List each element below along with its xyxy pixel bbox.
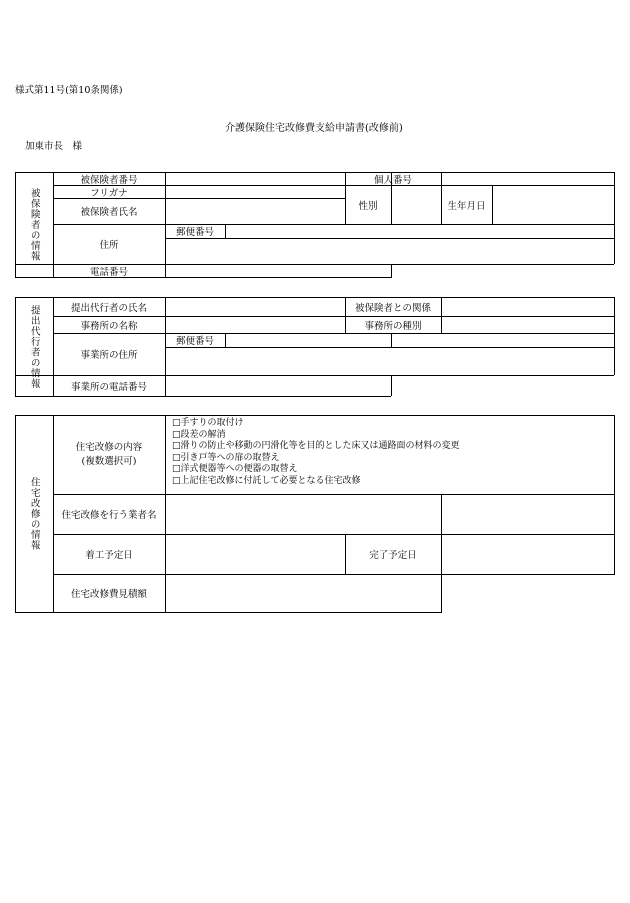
individual-number-label: 個人番号 bbox=[373, 174, 412, 186]
office-address-label: 事業所の住所 bbox=[80, 350, 138, 361]
office-name-label: 事務所の名称 bbox=[80, 320, 138, 332]
section-heading-insured: 被保険者の情報 bbox=[28, 187, 40, 262]
form-title: 介護保険住宅改修費支給申請書(改修前) bbox=[225, 123, 403, 134]
option-step-removal[interactable]: □段差の解消 bbox=[172, 429, 226, 440]
renovation-content-title: 住宅改修の内容 bbox=[75, 441, 143, 453]
end-date-label: 完了予定日 bbox=[369, 550, 417, 561]
start-date-label: 着工予定日 bbox=[85, 550, 133, 561]
contractor-label: 住宅改修を行う業者名 bbox=[61, 510, 157, 521]
option-floor-material[interactable]: □滑りの防止や移動の円滑化等を目的とした床又は通路面の材料の変更 bbox=[172, 441, 460, 452]
option-western-toilet[interactable]: □洋式便器等への便器の取替え bbox=[172, 464, 298, 475]
office-phone-label: 事業所の電話番号 bbox=[70, 381, 147, 393]
addressee: 加東市長 様 bbox=[25, 141, 83, 152]
birthdate-label: 生年月日 bbox=[447, 200, 486, 212]
renovation-content-label bbox=[53, 415, 165, 494]
renovation-options bbox=[172, 418, 460, 488]
sex-label: 性別 bbox=[358, 200, 378, 212]
furigana-label: フリガナ bbox=[90, 187, 128, 199]
relation-label: 被保険者との関係 bbox=[354, 302, 431, 314]
estimate-label: 住宅改修費見積額 bbox=[70, 589, 147, 600]
option-sliding-door[interactable]: □引き戸等への扉の取替え bbox=[172, 452, 280, 463]
insured-number-label: 被保険者番号 bbox=[80, 174, 138, 186]
office-type-label: 事務所の種別 bbox=[364, 320, 422, 332]
agent-postal-label: 郵便番号 bbox=[175, 336, 214, 347]
multiple-choice-note: (複数選択可) bbox=[81, 455, 137, 467]
form-number: 様式第11号(第10条関係) bbox=[15, 85, 123, 96]
agent-name-label: 提出代行者の氏名 bbox=[70, 302, 147, 314]
phone-label: 電話番号 bbox=[89, 266, 128, 278]
option-related-work[interactable]: □上記住宅改修に付託して必要となる住宅改修 bbox=[172, 475, 361, 486]
section-heading-renovation: 住宅改修の情報 bbox=[28, 476, 40, 551]
postal-label: 郵便番号 bbox=[175, 227, 214, 238]
address-label: 住所 bbox=[99, 240, 119, 251]
section-heading-agent: 提出代行者の情報 bbox=[28, 304, 40, 389]
option-handrail[interactable]: □手すりの取付け bbox=[172, 418, 244, 428]
insured-name-label: 被保険者氏名 bbox=[80, 207, 138, 218]
